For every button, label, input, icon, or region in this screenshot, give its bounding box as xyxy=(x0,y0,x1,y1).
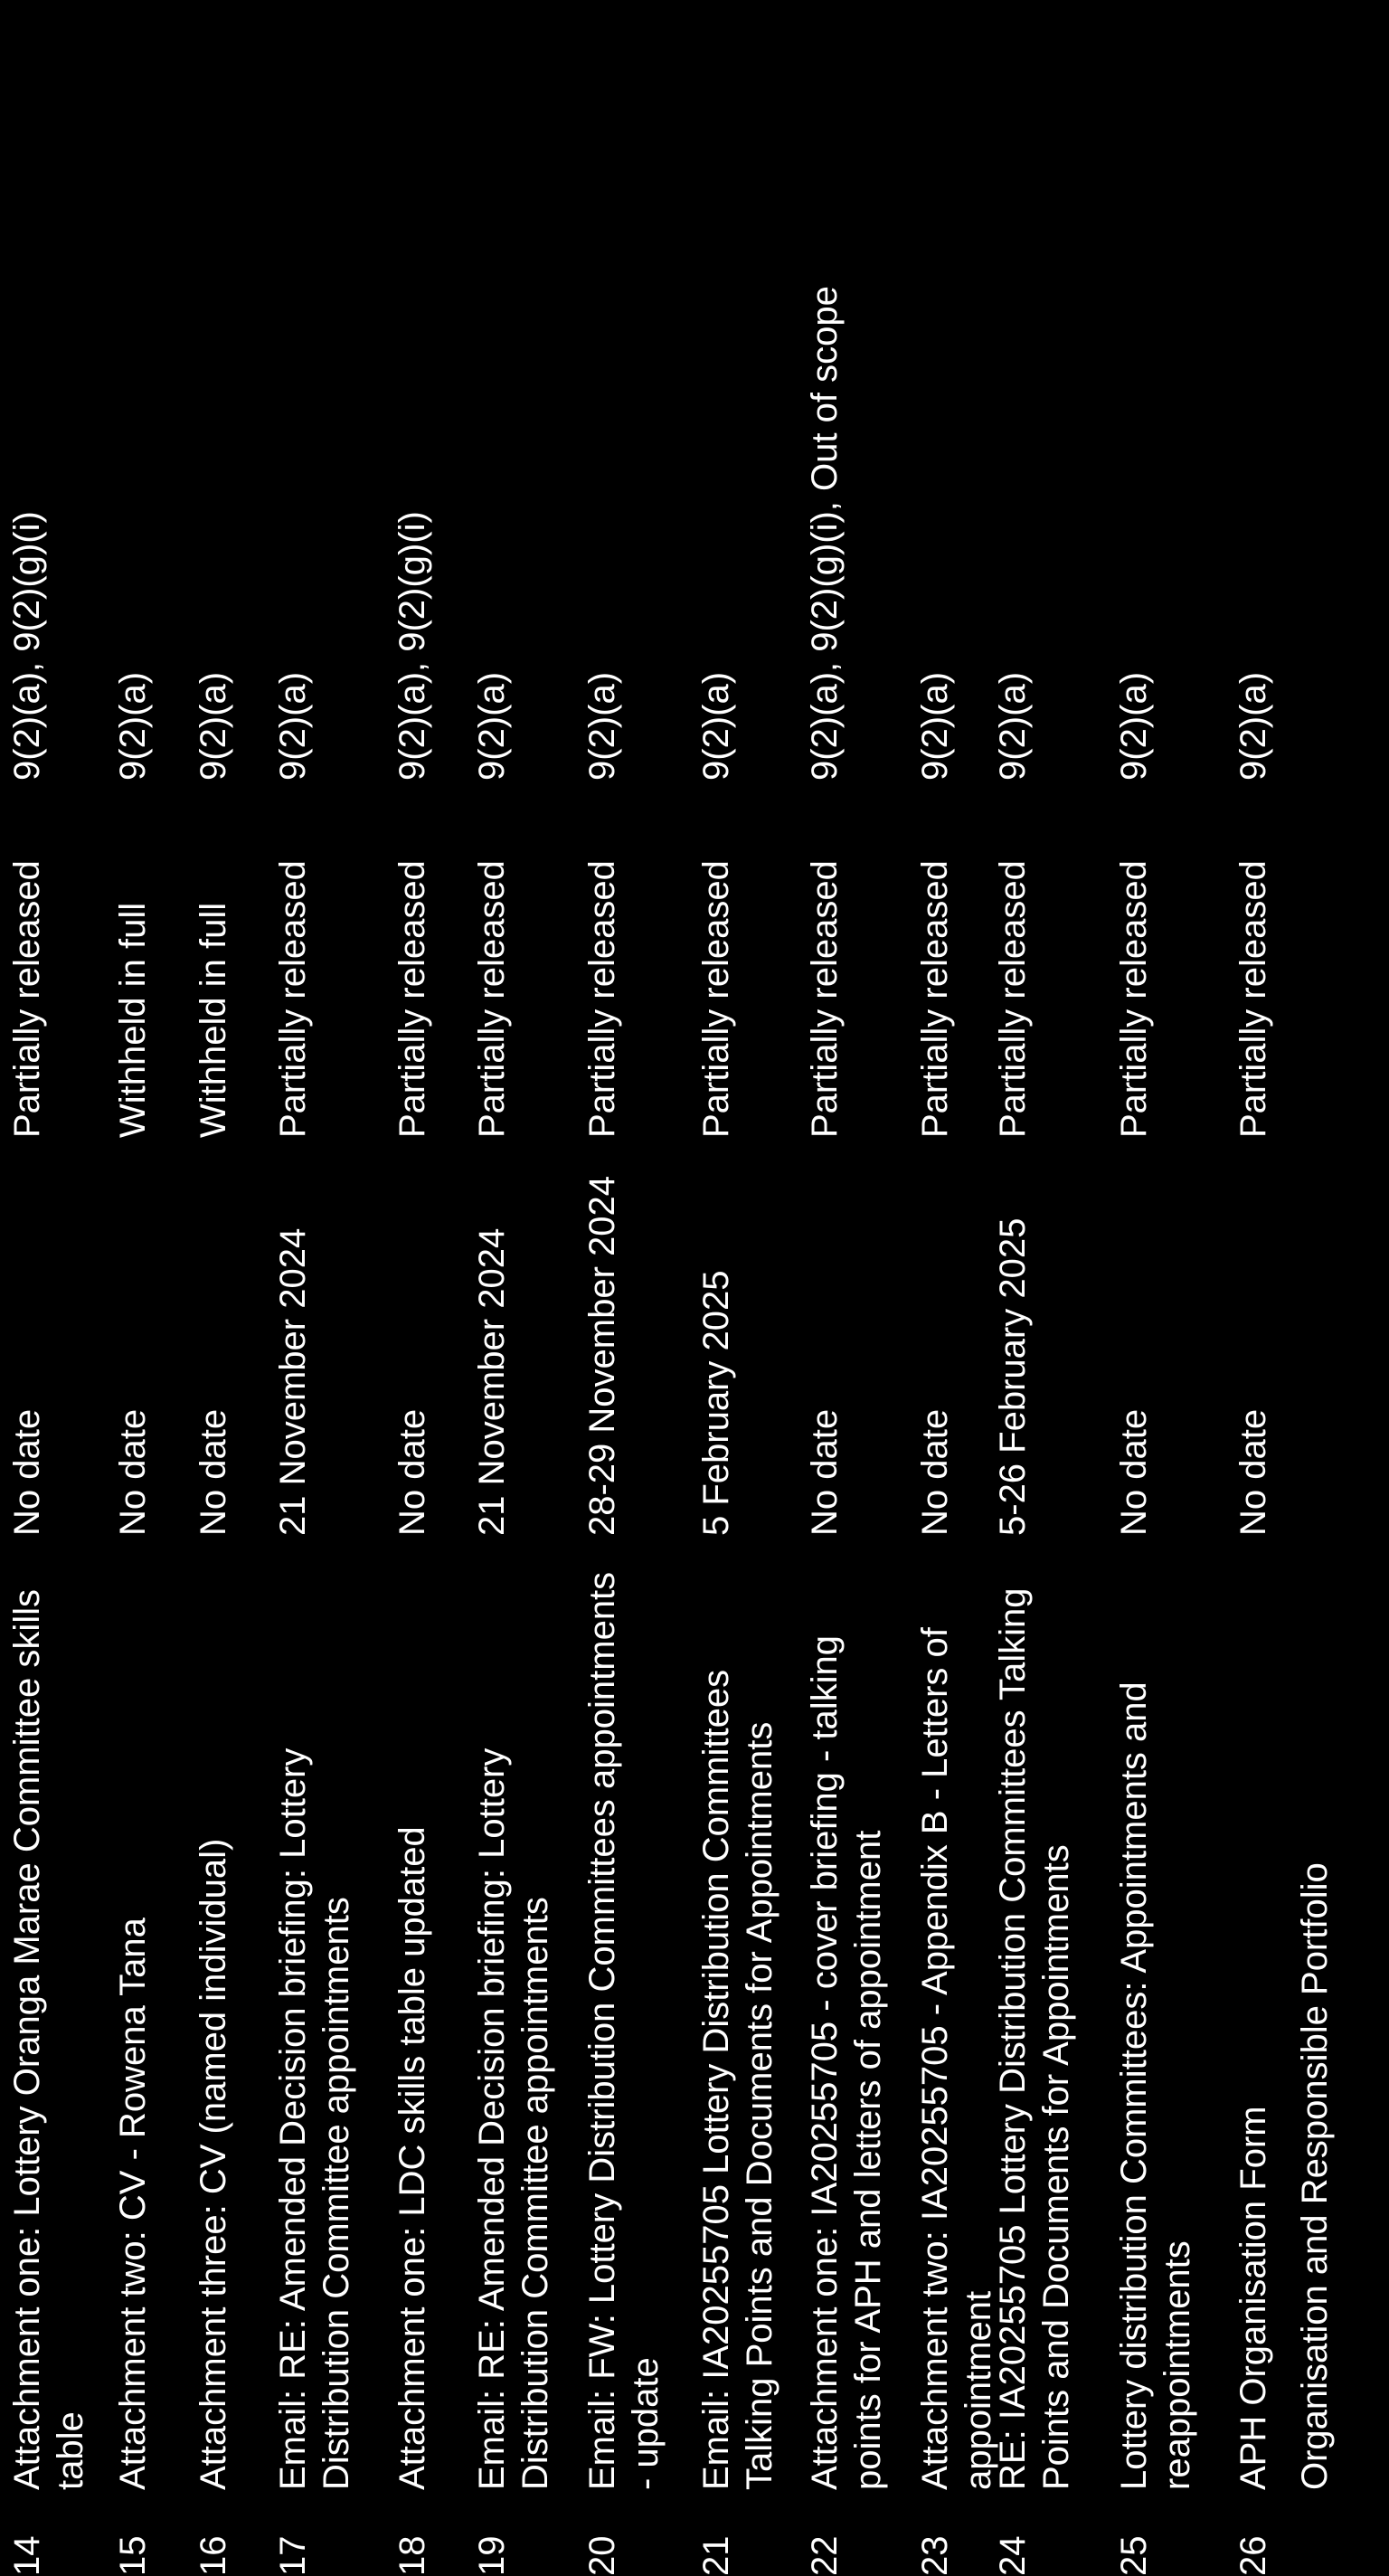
document-date: No date xyxy=(915,1408,955,1536)
decision: Partially released xyxy=(582,860,622,1138)
decision: Withheld in full xyxy=(113,902,153,1138)
document-title: Attachment three: CV (named individual) xyxy=(194,1838,233,2490)
decision: Partially released xyxy=(7,860,47,1138)
withholding-grounds: 9(2)(a) xyxy=(993,671,1033,781)
decision: Partially released xyxy=(273,860,313,1138)
withholding-grounds: 9(2)(a), 9(2)(g)(i) xyxy=(7,511,47,781)
row-number: 19 xyxy=(472,2535,512,2576)
row-number: 22 xyxy=(805,2535,845,2576)
withholding-grounds: 9(2)(a) xyxy=(696,671,736,781)
withholding-grounds: 9(2)(a) xyxy=(472,671,512,781)
decision: Partially released xyxy=(805,860,845,1138)
withholding-grounds: 9(2)(a), 9(2)(g)(i), Out of scope xyxy=(805,286,845,781)
document-title: APH Organisation Form xyxy=(1233,2106,1273,2490)
document-date: 28-29 November 2024 xyxy=(582,1175,622,1536)
row-number: 23 xyxy=(915,2535,955,2576)
decision: Partially released xyxy=(472,860,512,1138)
document-date: No date xyxy=(1114,1408,1154,1536)
row-number: 21 xyxy=(696,2535,736,2576)
document-title: Email: FW: Lottery Distribution Committees appointments - update xyxy=(582,1571,666,2490)
document-date: No date xyxy=(1233,1408,1273,1536)
withholding-grounds: 9(2)(a) xyxy=(194,671,233,781)
row-number: 17 xyxy=(273,2535,313,2576)
document-title: Attachment one: IA20255705 - cover briefing - talking points for APH and letters of appointment xyxy=(805,1635,888,2490)
withholding-grounds: 9(2)(a) xyxy=(582,671,622,781)
document-date: No date xyxy=(392,1408,432,1536)
withholding-grounds: 9(2)(a) xyxy=(1233,671,1273,781)
document-title: Attachment one: LDC skills table updated xyxy=(392,1826,432,2490)
withholding-grounds: 9(2)(a) xyxy=(273,671,313,781)
document-date: No date xyxy=(113,1408,153,1536)
row-number: 25 xyxy=(1114,2535,1154,2576)
withholding-grounds: 9(2)(a) xyxy=(113,671,153,781)
document-date: 5-26 February 2025 xyxy=(993,1217,1033,1536)
decision: Partially released xyxy=(1114,860,1154,1138)
row-number: 20 xyxy=(582,2535,622,2576)
document-date: No date xyxy=(194,1408,233,1536)
row-number: 15 xyxy=(113,2535,153,2576)
row-number: 18 xyxy=(392,2535,432,2576)
document-title: Email: IA20255705 Lottery Distribution Committees Talking Points and Documents for Appointments xyxy=(696,1669,780,2490)
decision: Partially released xyxy=(696,860,736,1138)
withholding-grounds: 9(2)(a), 9(2)(g)(i) xyxy=(392,511,432,781)
document-title: Email: RE: Amended Decision briefing: Lottery Distribution Committee appointments xyxy=(472,1747,555,2490)
row-number: 14 xyxy=(7,2535,47,2576)
decision: Withheld in full xyxy=(194,902,233,1138)
withholding-grounds: 9(2)(a) xyxy=(915,671,955,781)
document-title: Attachment two: CV - Rowena Tana xyxy=(113,1918,153,2490)
row-number: 26 xyxy=(1233,2535,1273,2576)
document-date: 21 November 2024 xyxy=(273,1227,313,1536)
decision: Partially released xyxy=(993,860,1033,1138)
document-title: Organisation and Responsible Portfolio xyxy=(1295,1862,1335,2490)
decision: Partially released xyxy=(392,860,432,1138)
decision: Partially released xyxy=(1233,860,1273,1138)
document-date: 5 February 2025 xyxy=(696,1270,736,1536)
row-number: 16 xyxy=(194,2535,233,2576)
document-date: No date xyxy=(7,1408,47,1536)
document-date: 21 November 2024 xyxy=(472,1227,512,1536)
row-number: 24 xyxy=(993,2535,1033,2576)
withholding-grounds: 9(2)(a) xyxy=(1114,671,1154,781)
document-date: No date xyxy=(805,1408,845,1536)
document-title: Attachment one: Lottery Oranga Marae Committee skills table xyxy=(7,1589,90,2490)
decision: Partially released xyxy=(915,860,955,1138)
document-title: Lottery distribution Committees: Appointments and reappointments xyxy=(1114,1681,1197,2490)
document-title: Email: RE: Amended Decision briefing: Lottery Distribution Committee appointments xyxy=(273,1747,356,2490)
document-title: Attachment two: IA20255705 - Appendix B - Letters of appointment xyxy=(915,1627,998,2490)
document-title: RE: IA20255705 Lottery Distribution Committees Talking Points and Documents for Appointments xyxy=(993,1587,1076,2490)
